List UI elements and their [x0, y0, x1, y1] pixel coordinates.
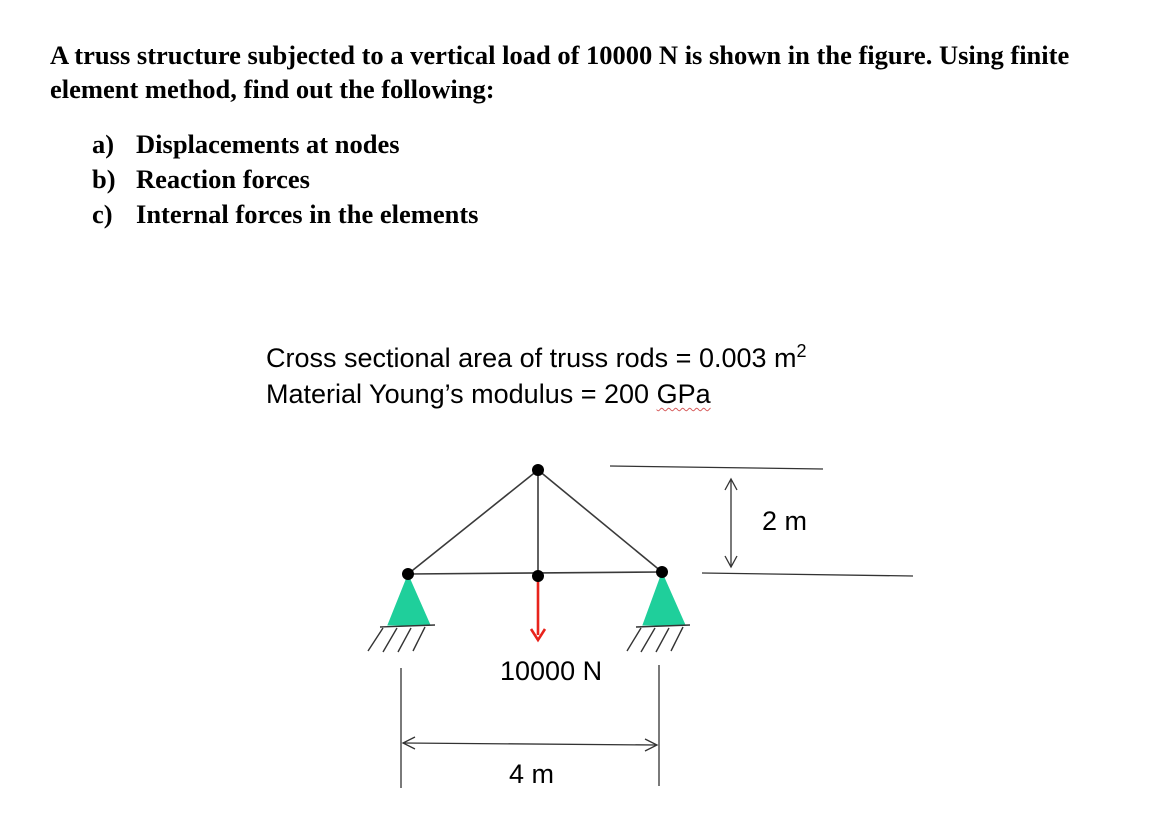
member-left-diagonal: [408, 470, 538, 574]
area-unit-exponent: 2: [796, 341, 807, 361]
left-support-triangle: [388, 575, 430, 625]
member-right-diagonal: [538, 470, 662, 572]
node-left: [402, 568, 414, 580]
part-letter: c): [92, 199, 113, 229]
part-text: Displacements at nodes: [136, 129, 400, 159]
area-value: 0.003 m: [698, 343, 797, 373]
modulus-equals: =: [573, 379, 604, 409]
part-text: Internal forces in the elements: [136, 199, 479, 229]
node-right: [656, 566, 668, 578]
height-ref-line-top: [610, 466, 823, 469]
right-support: [627, 573, 690, 652]
left-support: [368, 575, 435, 652]
node-middle: [532, 570, 544, 582]
span-dim-line: [403, 743, 656, 745]
problem-statement: A truss structure subjected to a vertical load of 10000 N is shown in the figure. Using finite element method, find out the following:: [50, 40, 1070, 104]
height-ref-line-bottom: [702, 573, 913, 576]
load-arrow: [531, 578, 545, 640]
part-letter: b): [92, 164, 116, 194]
area-equals: =: [668, 343, 699, 373]
right-support-triangle: [643, 573, 685, 625]
part-letter: a): [92, 129, 115, 159]
load-label: 10000 N: [500, 656, 603, 686]
span-label: 4 m: [509, 759, 555, 789]
right-ground-hatch-icon: [627, 627, 683, 652]
truss-nodes: [402, 464, 668, 582]
part-text: Reaction forces: [136, 164, 310, 194]
modulus-unit: GPa: [656, 379, 711, 409]
modulus-value: 200: [604, 379, 650, 409]
height-label: 2 m: [762, 506, 808, 536]
area-label: Cross sectional area of truss rods: [266, 343, 669, 373]
left-ground-hatch-icon: [368, 627, 425, 652]
node-top: [532, 464, 544, 476]
modulus-label: Material Young’s modulus: [266, 379, 574, 409]
truss-members: [408, 470, 662, 576]
